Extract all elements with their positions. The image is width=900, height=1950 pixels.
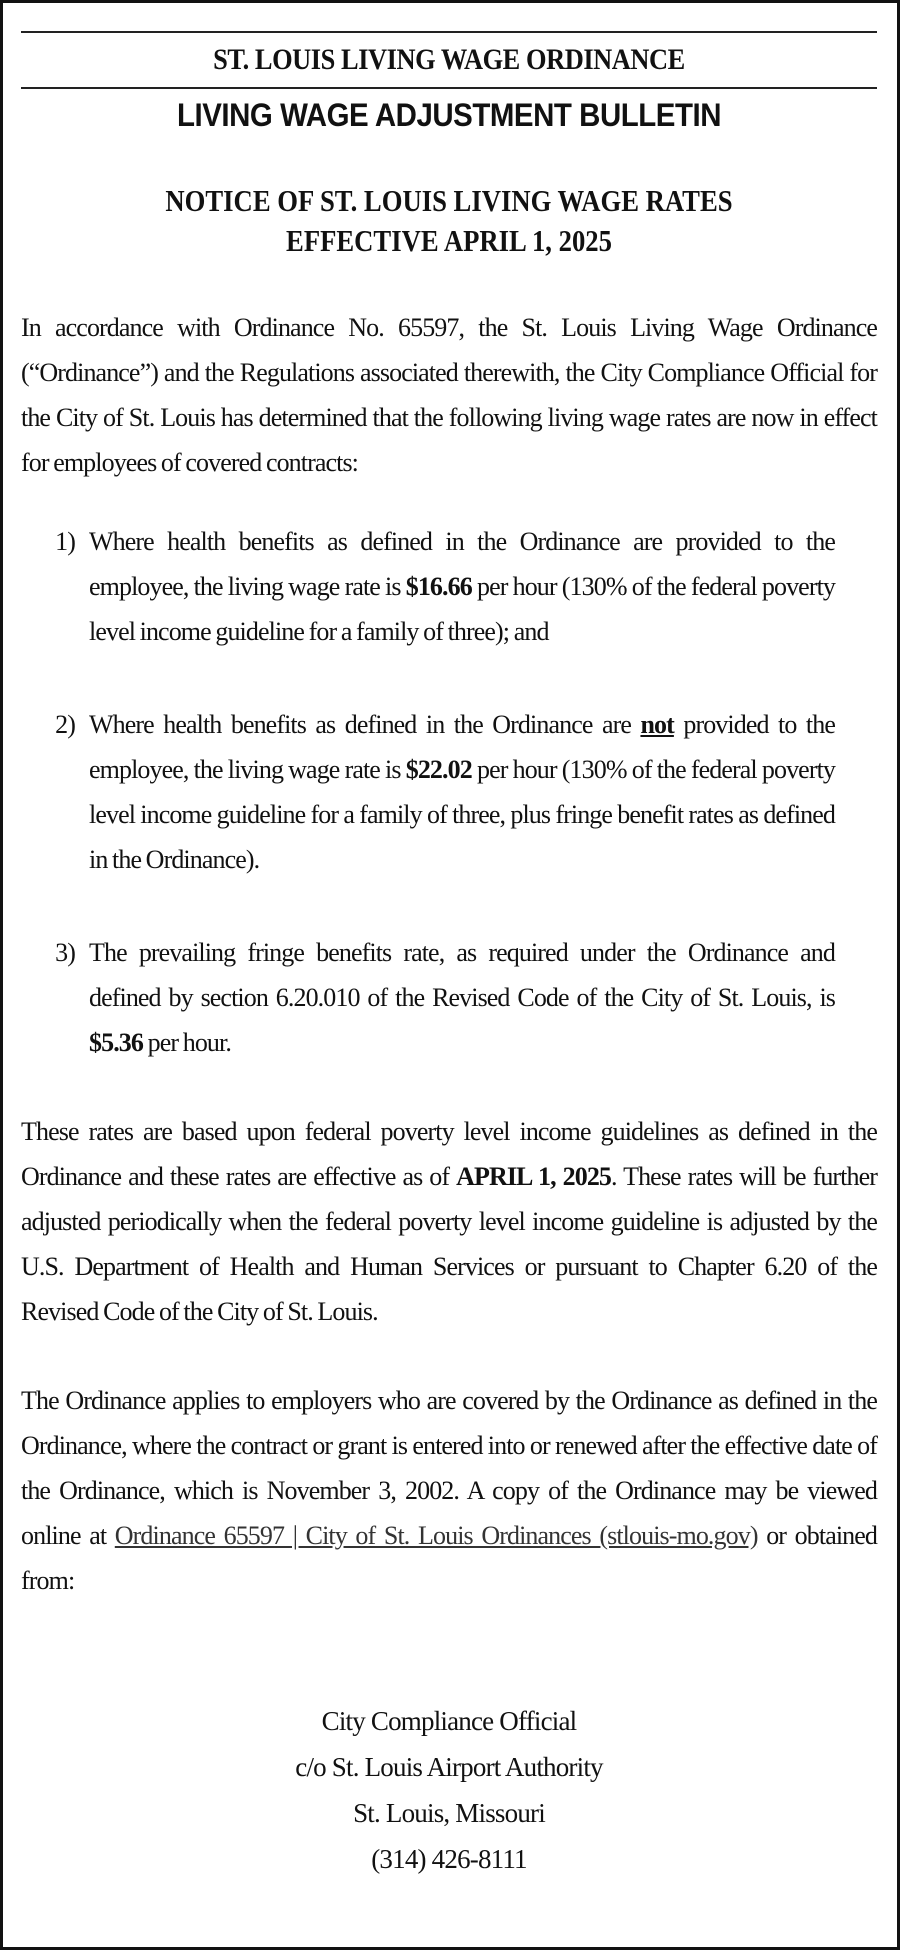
contact-city: St. Louis, Missouri xyxy=(353,1798,545,1828)
paragraph-text: The Ordinance applies to employers who are covered by the Ordinance as defined in the Ordinance, where the contract or grant is entered into or renewed after the effective date of the Ordinance, which is November 3, 2002. A copy of the Ordinance may be viewed online at xyxy=(21,1386,877,1550)
contact-phone: (314) 426-8111 xyxy=(371,1844,527,1874)
item-text-part: per hour (130% of the federal poverty level income guideline for a family of three, plus fringe benefit rates as defined in the Ordinance). xyxy=(89,755,836,874)
rate-value: $5.36 xyxy=(89,1028,144,1057)
item-text-part: per hour (130% of the federal poverty level income guideline for a family of three); and xyxy=(89,572,836,646)
rates-list xyxy=(21,519,877,1065)
rates-paragraph xyxy=(21,1109,877,1334)
notice-line-2: EFFECTIVE APRIL 1, 2025 xyxy=(286,223,612,258)
applies-paragraph xyxy=(21,1378,877,1603)
item-text-part: Where health benefits as defined in the Ordinance are provided to the employee, the living wage rate is xyxy=(89,527,835,601)
bulletin-document xyxy=(21,31,877,1882)
notice-line-1: NOTICE OF ST. LOUIS LIVING WAGE RATES xyxy=(165,183,733,218)
emphasis-not: not xyxy=(640,710,674,739)
item-text xyxy=(89,519,877,654)
ordinance-link[interactable]: Ordinance 65597 | City of St. Louis Ordinances (stlouis-mo.gov) xyxy=(114,1521,758,1550)
item-number: 1) xyxy=(55,527,75,556)
item-text xyxy=(89,702,877,882)
contact-office: City Compliance Official xyxy=(321,1706,577,1736)
effective-date: APRIL 1, 2025 xyxy=(456,1162,612,1191)
item-text-part: provided to the employee, the living wage rate is xyxy=(89,710,835,784)
paragraph-text: or obtained from: xyxy=(21,1521,877,1595)
list-item xyxy=(21,930,877,1065)
item-number: 3) xyxy=(55,938,75,967)
list-item xyxy=(21,702,877,882)
contact-care-of: c/o St. Louis Airport Authority xyxy=(295,1752,603,1782)
title-rule xyxy=(21,87,877,89)
notice-heading xyxy=(81,181,817,261)
item-text-part: The prevailing fringe benefits rate, as required under the Ordinance and defined by section 6.20.010 of the Revised Code of the City of St. Louis, is xyxy=(89,938,835,1012)
rate-value: $16.66 xyxy=(405,572,472,601)
rate-value: $22.02 xyxy=(405,755,472,784)
item-text xyxy=(89,930,877,1065)
paragraph-text: These rates are based upon federal poverty level income guidelines as defined in the Ordinance and these rates are effective as of xyxy=(21,1117,877,1191)
item-text-part: Where health benefits as defined in the Ordinance are xyxy=(89,710,641,739)
intro-paragraph: In accordance with Ordinance No. 65597, the St. Louis Living Wage Ordinance (“Ordinance”) and the Regulations associated therewith, the City Compliance Official for the City of St. Louis has determined that the following living wage rates are now in effect for employees of covered contracts: xyxy=(21,313,877,477)
item-number: 2) xyxy=(55,710,75,739)
paragraph-text: . These rates will be further adjusted periodically when the federal poverty level income guideline is adjusted by the U.S. Department of Health and Human Services or pursuant to Chapter 6.20 of the Revised Code of the City of St. Louis. xyxy=(21,1162,878,1326)
list-item xyxy=(21,519,877,654)
bulletin-title: LIVING WAGE ADJUSTMENT BULLETIN xyxy=(176,97,722,133)
ordinance-title: ST. LOUIS LIVING WAGE ORDINANCE xyxy=(213,43,685,76)
item-text-part: per hour. xyxy=(143,1028,231,1057)
contact-block xyxy=(21,1698,877,1882)
